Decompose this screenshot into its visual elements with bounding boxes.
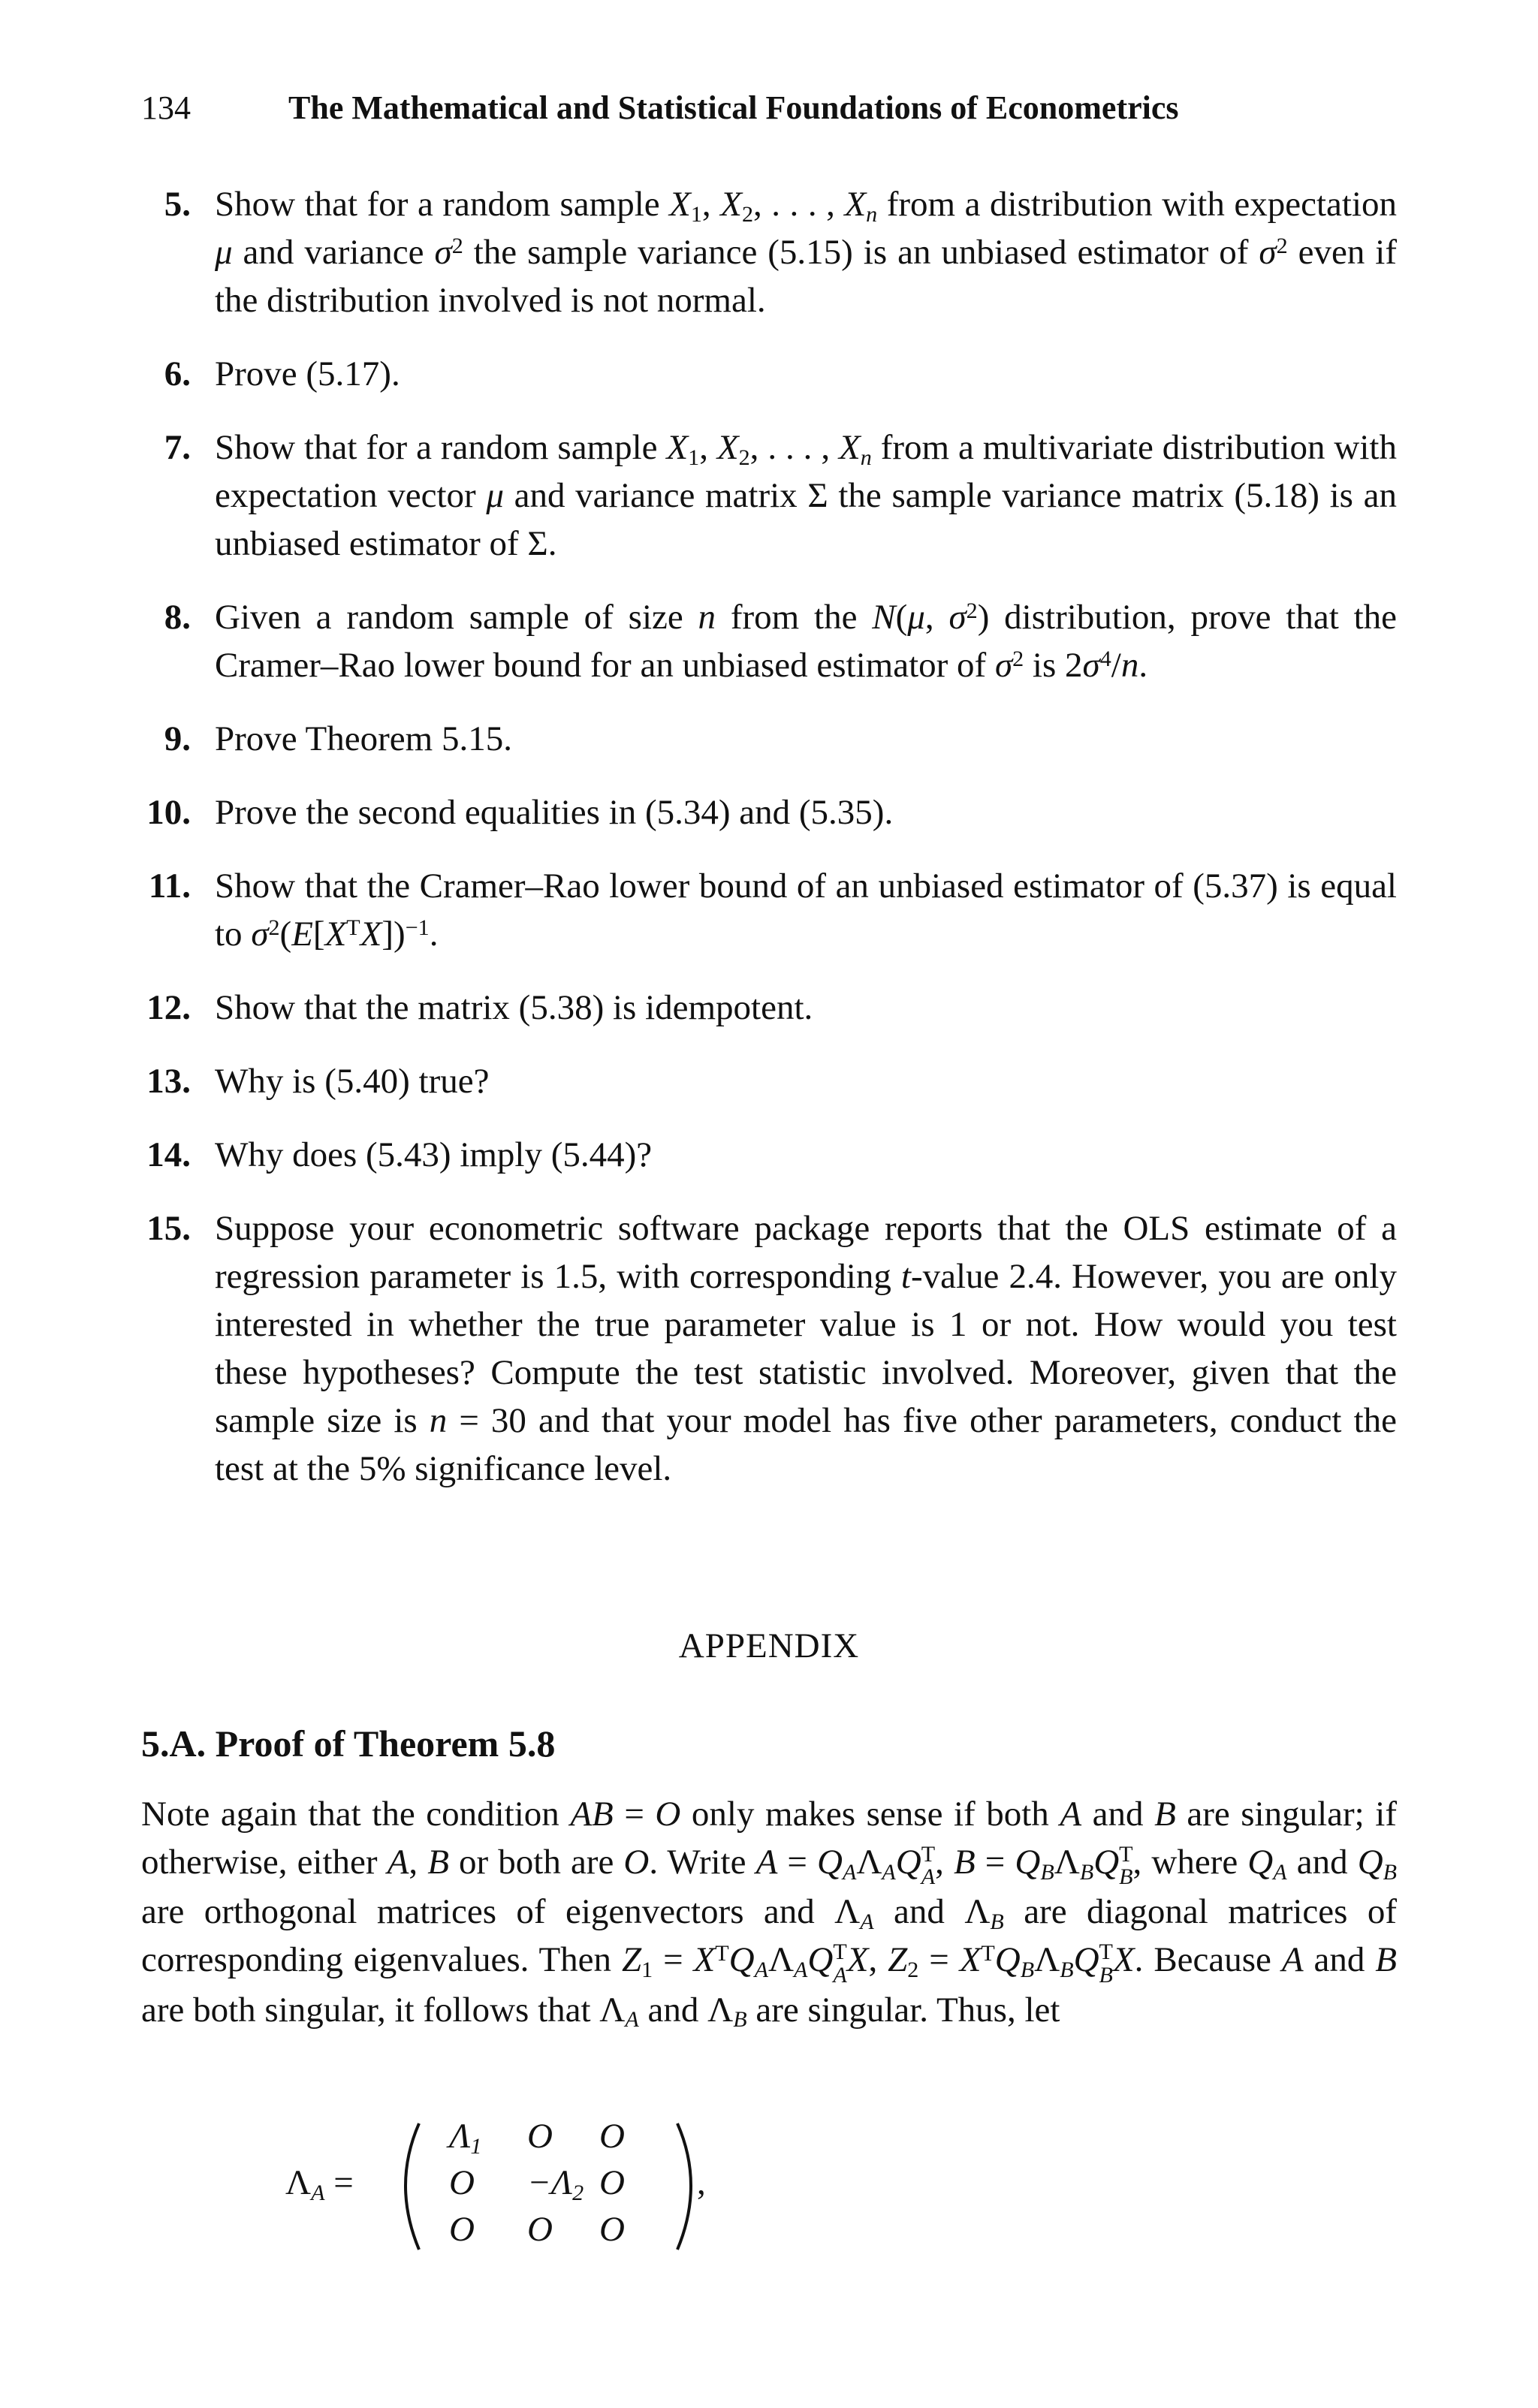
exercise-text: Show that for a random sample $X_1$, $X_2$, . . . , $X_n$ from a distribution with expectation μ and variance $\sigma^2$ the sample variance (5.15) is an unbiased estimator of $\sigma^2$ even if the distribution involved is not normal. [215, 185, 1398, 320]
exercise-number: 14. [146, 1135, 191, 1174]
exercise-item [141, 984, 1397, 1032]
matrix-lhs: $\Lambda_A$ = [285, 2163, 354, 2205]
exercise-number: 11. [148, 866, 191, 906]
exercise-number: 8. [164, 598, 191, 637]
matrix-trailing-comma: , [697, 2163, 706, 2202]
exercise-text: Given a random sample of size n from the N(μ, $\sigma^2$) distribution, prove that the Cramer–Rao lower bound for an unbiased estimator of $\sigma^2$ is $2\sigma^4/n$. [215, 597, 1398, 685]
exercise-text: Show that the Cramer–Rao lower bound of an unbiased estimator of (5.37) is equal to $\sigma^2(E[X^TX])^{-1}$. [215, 866, 1397, 954]
exercise-item [141, 1204, 1397, 1493]
exercise-item [141, 1057, 1397, 1105]
matrix-cell: $\Lambda_1$ [449, 2117, 482, 2159]
exercise-number: 15. [146, 1209, 191, 1248]
exercise-text: Prove the second equalities in (5.34) and (5.35). [215, 793, 894, 832]
exercise-text: Why does (5.43) imply (5.44)? [215, 1135, 653, 1174]
matrix-equation [285, 2116, 811, 2249]
exercise-number: 9. [164, 719, 191, 758]
exercise-item [141, 350, 1397, 398]
exercise-item [141, 862, 1397, 958]
exercise-text: Prove (5.17). [215, 354, 400, 393]
exercise-item [141, 593, 1397, 689]
matrix-cell: O [599, 2163, 625, 2202]
exercise-item [141, 715, 1397, 763]
exercise-number: 5. [164, 185, 191, 224]
exercise-number: 12. [146, 988, 191, 1027]
exercise-text: Suppose your econometric software package reports that the OLS estimate of a regression parameter is 1.5, with corresponding t-value 2.4. However, you are only interested in whether the true parameter value is 1 or not. How would you test these hypotheses? Compute the test statistic involved. Moreover, given that the sample size is n = 30 and that your model has five other parameters, conduct the test at the 5% significance level. [215, 1209, 1397, 1488]
exercise-item [141, 788, 1397, 836]
page-number: 134 [141, 89, 191, 126]
appendix-heading: APPENDIX [678, 1626, 860, 1665]
exercise-text: Show that for a random sample $X_1$, $X_2$, . . . , $X_n$ from a multivariate distribution with expectation vector μ and variance matrix Σ the sample variance matrix (5.18) is an unbiased estimator of Σ. [215, 428, 1397, 563]
running-title: The Mathematical and Statistical Foundations of Econometrics [288, 89, 1179, 126]
matrix-cell: O [599, 2117, 625, 2156]
matrix-cell: $-\Lambda_2$ [527, 2163, 584, 2205]
exercise-number: 6. [164, 354, 191, 393]
matrix-parentheses [285, 2116, 706, 2259]
exercise-number: 13. [146, 1062, 191, 1101]
exercise-text: Prove Theorem 5.15. [215, 719, 512, 758]
matrix-cell: O [449, 2210, 475, 2249]
exercise-item [141, 1131, 1397, 1179]
matrix-cell: O [599, 2210, 625, 2249]
proof-paragraph: Note again that the condition AB = O only makes sense if both A and B are singular; if otherwise, either A, B or both are O. Write $A = Q_A\Lambda_AQ$ T A , $B = Q_B\Lambda_BQ$ T B , where $Q_A$ and $Q_B$ are orthogonal matrices of eigenvectors and $\Lambda_A$ and $\Lambda_B$ are diagonal matrices of corresponding eigenvalues. Then $Z_1 = X^TQ_A\Lambda_AQ$ T A X, $Z_2 = X^TQ_B\Lambda_BQ$ T B X. Because A and B are both singular, it follows that $\Lambda_A$ and $\Lambda_B$ are singular. Thus, let [141, 1795, 1398, 2033]
exercise-number: 7. [164, 428, 191, 467]
exercise-number: 10. [146, 793, 191, 832]
matrix-cell: O [449, 2163, 475, 2202]
exercise-text: Show that the matrix (5.38) is idempotent. [215, 988, 813, 1027]
exercise-list [141, 180, 1397, 1518]
section-heading: 5.A. Proof of Theorem 5.8 [141, 1722, 556, 1765]
exercise-item [141, 423, 1397, 568]
matrix-cell: O [527, 2117, 553, 2156]
exercise-text: Why is (5.40) true? [215, 1062, 490, 1101]
matrix-cell: O [527, 2210, 553, 2249]
exercise-item [141, 180, 1397, 324]
